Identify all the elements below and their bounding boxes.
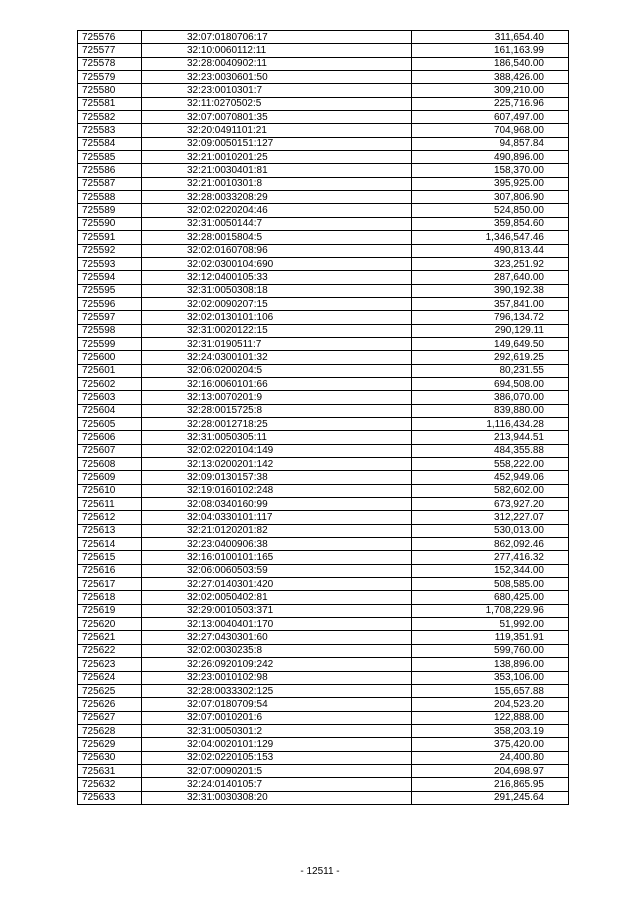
amount-cell: 292,619.25 (412, 351, 569, 364)
table-row (78, 351, 569, 364)
record-number-cell: 725584 (78, 137, 142, 150)
table-row (78, 244, 569, 257)
table-row (78, 578, 569, 591)
table-row (78, 698, 569, 711)
record-number-cell: 725580 (78, 84, 142, 97)
record-number-cell: 725583 (78, 124, 142, 137)
cadastral-number-cell: 32:23:0010102:98 (142, 671, 412, 684)
amount-cell: 357,841.00 (412, 297, 569, 310)
amount-cell: 839,880.00 (412, 404, 569, 417)
cadastral-number-cell: 32:09:0050151:127 (142, 137, 412, 150)
record-number-cell: 725597 (78, 311, 142, 324)
amount-cell: 358,203.19 (412, 724, 569, 737)
amount-cell: 155,657.88 (412, 684, 569, 697)
table-row (78, 97, 569, 110)
record-number-cell: 725608 (78, 458, 142, 471)
cadastral-number-cell: 32:24:0140105:7 (142, 778, 412, 791)
table-row (78, 564, 569, 577)
amount-cell: 307,806.90 (412, 191, 569, 204)
record-number-cell: 725623 (78, 658, 142, 671)
cadastral-number-cell: 32:02:0160708:96 (142, 244, 412, 257)
record-number-cell: 725612 (78, 511, 142, 524)
amount-cell: 204,698.97 (412, 764, 569, 777)
cadastral-number-cell: 32:07:0180706:17 (142, 31, 412, 44)
cadastral-number-cell: 32:02:0300104:690 (142, 257, 412, 270)
amount-cell: 694,508.00 (412, 377, 569, 390)
record-number-cell: 725615 (78, 551, 142, 564)
amount-cell: 452,949.06 (412, 471, 569, 484)
table-row (78, 618, 569, 631)
record-number-cell: 725613 (78, 524, 142, 537)
amount-cell: 582,602.00 (412, 484, 569, 497)
amount-cell: 1,116,434.28 (412, 417, 569, 430)
table-row (78, 444, 569, 457)
amount-cell: 290,129.11 (412, 324, 569, 337)
table-row (78, 498, 569, 511)
record-number-cell: 725620 (78, 618, 142, 631)
table-row (78, 644, 569, 657)
table-row (78, 271, 569, 284)
record-number-cell: 725576 (78, 31, 142, 44)
amount-cell: 277,416.32 (412, 551, 569, 564)
amount-cell: 599,760.00 (412, 644, 569, 657)
table-row (78, 151, 569, 164)
record-number-cell: 725631 (78, 764, 142, 777)
cadastral-number-cell: 32:28:0015804:5 (142, 231, 412, 244)
record-number-cell: 725599 (78, 337, 142, 350)
table-row (78, 524, 569, 537)
table-row (78, 738, 569, 751)
record-number-cell: 725582 (78, 111, 142, 124)
table-row (78, 364, 569, 377)
record-number-cell: 725592 (78, 244, 142, 257)
table-row (78, 404, 569, 417)
table-row (78, 671, 569, 684)
cadastral-number-cell: 32:31:0050308:18 (142, 284, 412, 297)
cadastral-number-cell: 32:02:0050402:81 (142, 591, 412, 604)
amount-cell: 51,992.00 (412, 618, 569, 631)
amount-cell: 395,925.00 (412, 177, 569, 190)
cadastral-number-cell: 32:29:0010503:371 (142, 604, 412, 617)
cadastral-number-cell: 32:31:0190511:7 (142, 337, 412, 350)
data-table (77, 30, 569, 805)
amount-cell: 530,013.00 (412, 524, 569, 537)
record-number-cell: 725585 (78, 151, 142, 164)
record-number-cell: 725589 (78, 204, 142, 217)
page-number: - 12511 - (300, 866, 340, 877)
amount-cell: 704,968.00 (412, 124, 569, 137)
table-row (78, 57, 569, 70)
cadastral-number-cell: 32:26:0920109:242 (142, 658, 412, 671)
table-row (78, 724, 569, 737)
cadastral-number-cell: 32:24:0300101:32 (142, 351, 412, 364)
cadastral-number-cell: 32:31:0050305:11 (142, 431, 412, 444)
table-row (78, 711, 569, 724)
cadastral-number-cell: 32:06:0060503:59 (142, 564, 412, 577)
cadastral-number-cell: 32:28:0015725:8 (142, 404, 412, 417)
cadastral-number-cell: 32:23:0400906:38 (142, 538, 412, 551)
record-number-cell: 725609 (78, 471, 142, 484)
cadastral-number-cell: 32:02:0220104:149 (142, 444, 412, 457)
record-number-cell: 725628 (78, 724, 142, 737)
amount-cell: 490,813.44 (412, 244, 569, 257)
amount-cell: 390,192.38 (412, 284, 569, 297)
record-number-cell: 725616 (78, 564, 142, 577)
amount-cell: 152,344.00 (412, 564, 569, 577)
cadastral-number-cell: 32:13:0040401:170 (142, 618, 412, 631)
amount-cell: 323,251.92 (412, 257, 569, 270)
table-row (78, 417, 569, 430)
table-row (78, 177, 569, 190)
table-row (78, 324, 569, 337)
cadastral-number-cell: 32:07:0180709:54 (142, 698, 412, 711)
record-number-cell: 725600 (78, 351, 142, 364)
record-number-cell: 725617 (78, 578, 142, 591)
table-row (78, 231, 569, 244)
table-row (78, 658, 569, 671)
record-number-cell: 725586 (78, 164, 142, 177)
table-row (78, 604, 569, 617)
record-number-cell: 725587 (78, 177, 142, 190)
table-row (78, 31, 569, 44)
table-row (78, 684, 569, 697)
cadastral-number-cell: 32:31:0030308:20 (142, 791, 412, 804)
record-number-cell: 725618 (78, 591, 142, 604)
table-row (78, 284, 569, 297)
table-row (78, 84, 569, 97)
table-row (78, 484, 569, 497)
amount-cell: 375,420.00 (412, 738, 569, 751)
amount-cell: 225,716.96 (412, 97, 569, 110)
cadastral-number-cell: 32:10:0060112:11 (142, 44, 412, 57)
amount-cell: 94,857.84 (412, 137, 569, 150)
cadastral-number-cell: 32:21:0120201:82 (142, 524, 412, 537)
amount-cell: 353,106.00 (412, 671, 569, 684)
amount-cell: 80,231.55 (412, 364, 569, 377)
record-number-cell: 725614 (78, 538, 142, 551)
cadastral-number-cell: 32:27:0430301:60 (142, 631, 412, 644)
table-row (78, 471, 569, 484)
table-row (78, 764, 569, 777)
table-row (78, 204, 569, 217)
amount-cell: 311,654.40 (412, 31, 569, 44)
amount-cell: 213,944.51 (412, 431, 569, 444)
record-number-cell: 725632 (78, 778, 142, 791)
table-row (78, 391, 569, 404)
cadastral-number-cell: 32:21:0010301:8 (142, 177, 412, 190)
record-number-cell: 725577 (78, 44, 142, 57)
record-number-cell: 725626 (78, 698, 142, 711)
cadastral-number-cell: 32:08:0340160:99 (142, 498, 412, 511)
amount-cell: 161,163.99 (412, 44, 569, 57)
amount-cell: 216,865.95 (412, 778, 569, 791)
record-number-cell: 725621 (78, 631, 142, 644)
table-row (78, 137, 569, 150)
record-number-cell: 725590 (78, 217, 142, 230)
amount-cell: 490,896.00 (412, 151, 569, 164)
table-row (78, 591, 569, 604)
amount-cell: 287,640.00 (412, 271, 569, 284)
cadastral-number-cell: 32:28:0033208:29 (142, 191, 412, 204)
cadastral-number-cell: 32:07:0090201:5 (142, 764, 412, 777)
cadastral-number-cell: 32:31:0050144:7 (142, 217, 412, 230)
cadastral-number-cell: 32:13:0200201:142 (142, 458, 412, 471)
record-number-cell: 725627 (78, 711, 142, 724)
amount-cell: 796,134.72 (412, 311, 569, 324)
record-number-cell: 725588 (78, 191, 142, 204)
record-number-cell: 725603 (78, 391, 142, 404)
amount-cell: 204,523.20 (412, 698, 569, 711)
amount-cell: 607,497.00 (412, 111, 569, 124)
record-number-cell: 725611 (78, 498, 142, 511)
record-number-cell: 725630 (78, 751, 142, 764)
amount-cell: 186,540.00 (412, 57, 569, 70)
table-row (78, 71, 569, 84)
amount-cell: 149,649.50 (412, 337, 569, 350)
cadastral-number-cell: 32:04:0330101:117 (142, 511, 412, 524)
record-number-cell: 725622 (78, 644, 142, 657)
record-number-cell: 725595 (78, 284, 142, 297)
record-number-cell: 725610 (78, 484, 142, 497)
table-row (78, 458, 569, 471)
record-number-cell: 725578 (78, 57, 142, 70)
record-number-cell: 725601 (78, 364, 142, 377)
table-row (78, 778, 569, 791)
amount-cell: 558,222.00 (412, 458, 569, 471)
table-row (78, 124, 569, 137)
table-row (78, 44, 569, 57)
amount-cell: 524,850.00 (412, 204, 569, 217)
cadastral-number-cell: 32:07:0070801:35 (142, 111, 412, 124)
amount-cell: 312,227.07 (412, 511, 569, 524)
cadastral-number-cell: 32:31:0020122:15 (142, 324, 412, 337)
cadastral-number-cell: 32:13:0070201:9 (142, 391, 412, 404)
amount-cell: 158,370.00 (412, 164, 569, 177)
amount-cell: 1,708,229.96 (412, 604, 569, 617)
cadastral-number-cell: 32:16:0100101:165 (142, 551, 412, 564)
amount-cell: 1,346,547.46 (412, 231, 569, 244)
cadastral-number-cell: 32:20:0491101:21 (142, 124, 412, 137)
record-number-cell: 725596 (78, 297, 142, 310)
amount-cell: 359,854.60 (412, 217, 569, 230)
cadastral-number-cell: 32:04:0020101:129 (142, 738, 412, 751)
record-number-cell: 725606 (78, 431, 142, 444)
record-number-cell: 725593 (78, 257, 142, 270)
table-row (78, 751, 569, 764)
cadastral-number-cell: 32:19:0160102:248 (142, 484, 412, 497)
table-row (78, 257, 569, 270)
cadastral-number-cell: 32:02:0030235:8 (142, 644, 412, 657)
table-row (78, 377, 569, 390)
record-number-cell: 725629 (78, 738, 142, 751)
table-row (78, 337, 569, 350)
cadastral-number-cell: 32:21:0010201:25 (142, 151, 412, 164)
table-row (78, 164, 569, 177)
cadastral-number-cell: 32:23:0030601:50 (142, 71, 412, 84)
cadastral-number-cell: 32:16:0060101:66 (142, 377, 412, 390)
table-row (78, 538, 569, 551)
record-number-cell: 725602 (78, 377, 142, 390)
table-row (78, 551, 569, 564)
cadastral-number-cell: 32:02:0220204:46 (142, 204, 412, 217)
amount-cell: 122,888.00 (412, 711, 569, 724)
record-number-cell: 725579 (78, 71, 142, 84)
amount-cell: 862,092.46 (412, 538, 569, 551)
cadastral-number-cell: 32:11:0270502:5 (142, 97, 412, 110)
cadastral-number-cell: 32:28:0012718:25 (142, 417, 412, 430)
record-number-cell: 725591 (78, 231, 142, 244)
amount-cell: 138,896.00 (412, 658, 569, 671)
amount-cell: 24,400.80 (412, 751, 569, 764)
cadastral-number-cell: 32:21:0030401:81 (142, 164, 412, 177)
record-number-cell: 725625 (78, 684, 142, 697)
cadastral-number-cell: 32:28:0033302:125 (142, 684, 412, 697)
cadastral-number-cell: 32:06:0200204:5 (142, 364, 412, 377)
table-row (78, 217, 569, 230)
record-number-cell: 725607 (78, 444, 142, 457)
amount-cell: 680,425.00 (412, 591, 569, 604)
amount-cell: 291,245.64 (412, 791, 569, 804)
cadastral-number-cell: 32:31:0050301:2 (142, 724, 412, 737)
table-row (78, 311, 569, 324)
table-row (78, 111, 569, 124)
cadastral-number-cell: 32:09:0130157:38 (142, 471, 412, 484)
amount-cell: 673,927.20 (412, 498, 569, 511)
record-number-cell: 725633 (78, 791, 142, 804)
cadastral-number-cell: 32:07:0010201:6 (142, 711, 412, 724)
table-row (78, 791, 569, 804)
amount-cell: 484,355.88 (412, 444, 569, 457)
table-row (78, 511, 569, 524)
record-number-cell: 725581 (78, 97, 142, 110)
record-number-cell: 725605 (78, 417, 142, 430)
amount-cell: 386,070.00 (412, 391, 569, 404)
record-number-cell: 725624 (78, 671, 142, 684)
amount-cell: 508,585.00 (412, 578, 569, 591)
amount-cell: 119,351.91 (412, 631, 569, 644)
cadastral-number-cell: 32:12:0400105:33 (142, 271, 412, 284)
table-body (78, 31, 569, 805)
cadastral-number-cell: 32:02:0090207:15 (142, 297, 412, 310)
record-number-cell: 725619 (78, 604, 142, 617)
cadastral-number-cell: 32:23:0010301:7 (142, 84, 412, 97)
table-row (78, 431, 569, 444)
record-number-cell: 725604 (78, 404, 142, 417)
cadastral-number-cell: 32:02:0220105:153 (142, 751, 412, 764)
record-number-cell: 725598 (78, 324, 142, 337)
cadastral-number-cell: 32:27:0140301:420 (142, 578, 412, 591)
cadastral-number-cell: 32:28:0040902:11 (142, 57, 412, 70)
table-row (78, 297, 569, 310)
amount-cell: 309,210.00 (412, 84, 569, 97)
record-number-cell: 725594 (78, 271, 142, 284)
table-row (78, 631, 569, 644)
amount-cell: 388,426.00 (412, 71, 569, 84)
cadastral-number-cell: 32:02:0130101:106 (142, 311, 412, 324)
table-row (78, 191, 569, 204)
